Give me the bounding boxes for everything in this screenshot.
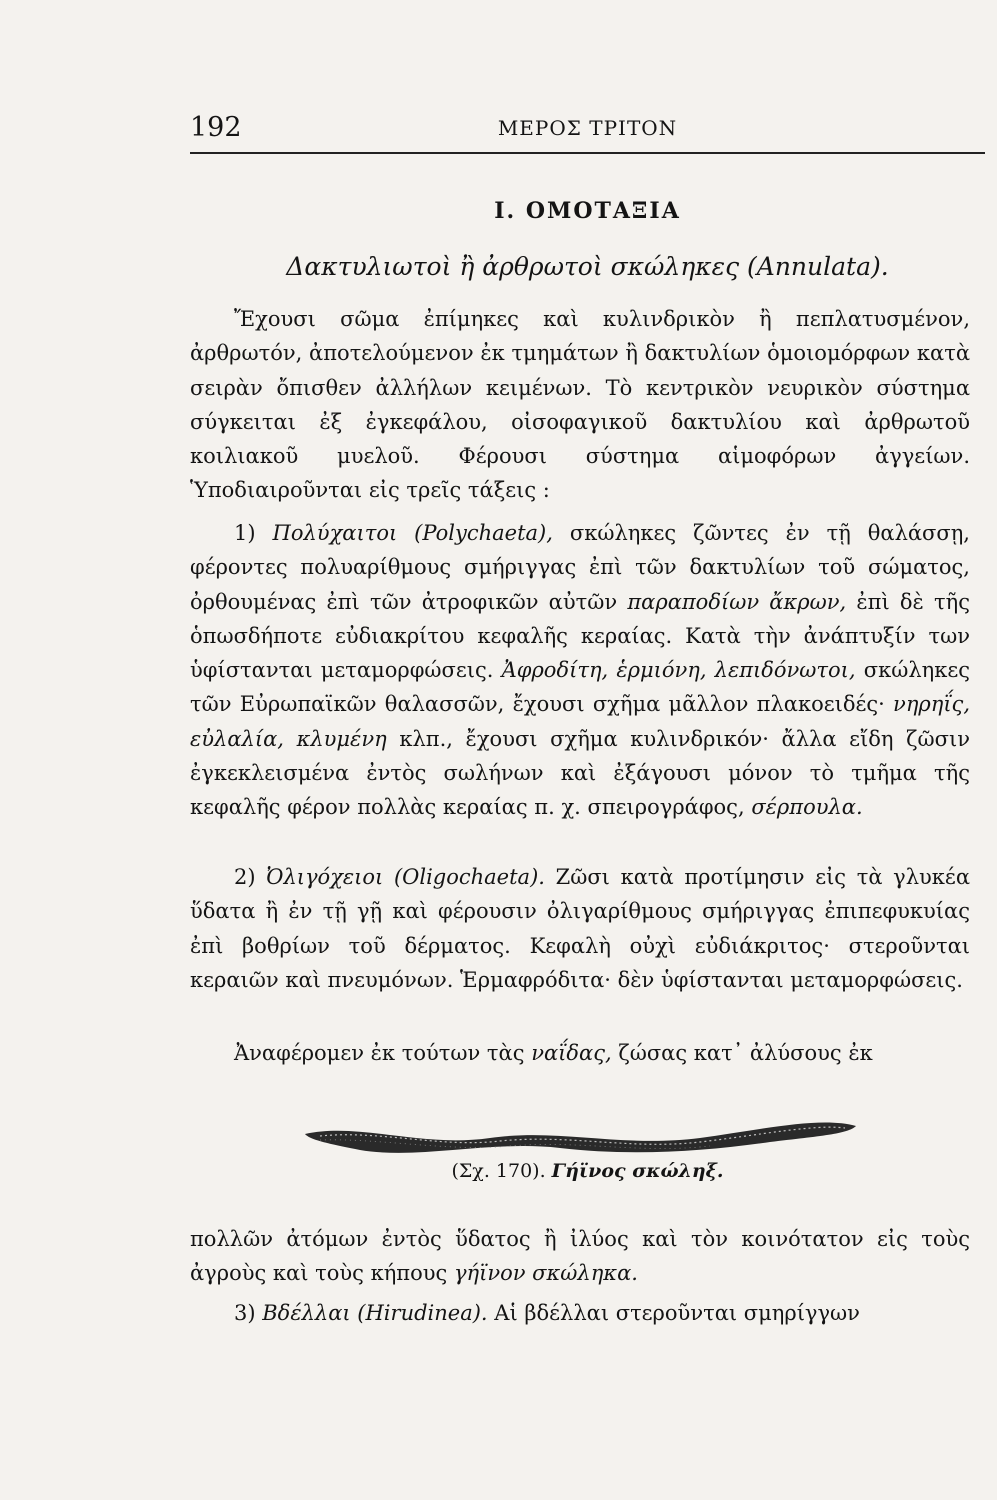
naids-text-a: Ἀναφέρομεν ἐκ τούτων τὰς	[234, 1041, 525, 1065]
earthworm-paragraph	[190, 1222, 970, 1291]
divisions-text: Ὑποδιαιροῦνται εἰς τρεῖς τάξεις :	[190, 478, 550, 503]
polychaeta-text-d: κλπ., ἔχουσι σχῆμα κυλινδρικόν· ἄλλα εἴδη ζῶσιν ἐγκεκλεισμένα ἐντὸς σωλήνων καὶ ἐξάγουσι μόνον τὸ τμῆμα τῆς κεφαλῆς φέρον πολλὰς κεραίας π. χ. σπειρογράφος,	[190, 726, 970, 820]
running-title: ΜΕΡΟΣ ΤΡΙΤΟΝ	[497, 116, 678, 140]
earthworm-text: πολλῶν ἀτόμων ἐντὸς ὕδατος ἢ ἰλύος καὶ τὸν κοινότατον εἰς τοὺς ἀγροὺς καὶ τοὺς κήπους	[190, 1227, 970, 1286]
item-number: 3)	[234, 1301, 256, 1325]
intro-paragraph	[190, 302, 970, 508]
hirudinea-term: Βδέλλαι (Hirudinea).	[262, 1301, 488, 1325]
page-number: 192	[190, 112, 242, 143]
polychaeta-text-c: σκώληκες τῶν Εὐρωπαϊκῶν θαλασσῶν, ἔχουσι σχῆμα μᾶλλον πλακοειδές·	[190, 658, 970, 717]
oligochaeta-term: Ὀλιγόχειοι (Oligochaeta).	[266, 865, 545, 889]
polychaeta-text-b: ἐπὶ δὲ τῆς ὁπωσδήποτε εὐδιακρίτου κεφαλῆς κεραίας. Κατὰ τὴν ἀνάπτυξίν των ὑφίστανται μεταμορφώσεις.	[190, 589, 970, 683]
hirudinea-paragraph	[190, 1296, 970, 1330]
polychaeta-examples-1: Ἀφροδίτη, ἑρμιόνη, λεπιδόνωτοι,	[501, 658, 856, 683]
polychaeta-examples-2: νηρηΐς, εὐλαλία, κλυμένη	[190, 692, 970, 751]
polychaeta-text-a: σκώληκες ζῶντες ἐν τῇ θαλάσσῃ, φέροντες πολυαρίθμους σμήριγγας ἐπὶ τῶν δακτυλίων τοῦ σώματος, ὀρθουμένας ἐπὶ τῶν ἀτροφικῶν αὐτῶν	[190, 521, 970, 614]
polychaeta-paragraph	[190, 516, 970, 825]
earthworm-term: γήϊνον σκώληκα.	[453, 1261, 638, 1286]
figure-caption	[190, 1160, 985, 1182]
intro-text: Ἔχουσι σῶμα ἐπίμηκες καὶ κυλινδρικὸν ἢ πεπλατυσμένον, ἀρθρωτόν, ἀποτελούμενον ἐκ τμημάτων ἢ δακτυλίων ὁμοιομόρφων κατὰ σειρὰν ὄπισθεν ἀλλήλων κειμένων. Τὸ κεντρικὸν νευρικὸν σύστημα σύγκειται ἐξ ἐγκεφάλου, οἰσοφαγικοῦ δακτυλίου καὶ ἀρθρωτοῦ κοιλιακοῦ μυελοῦ. Φέρουσι σύστημα αἱμοφόρων ἀγγείων.	[190, 307, 970, 469]
item-number: 2)	[234, 865, 256, 889]
polychaeta-term: Πολύχαιτοι (Polychaeta),	[272, 521, 553, 545]
page-header	[190, 112, 985, 154]
polychaeta-examples-3: σέρπουλα.	[751, 795, 863, 820]
section-subtitle: Δακτυλιωτοὶ ἢ ἀρθρωτοὶ σκώληκες (Annulata).	[286, 252, 889, 281]
oligochaeta-paragraph	[190, 860, 970, 997]
naids-text-b: ζώσας κατ᾽ ἀλύσους ἐκ	[618, 1041, 873, 1065]
section-title: Ι. ΟΜΟΤΑΞΙΑ	[494, 198, 681, 224]
naids-term: ναΐδας,	[531, 1041, 612, 1065]
hirudinea-text: Αἱ βδέλλαι στεροῦνται σμηρίγγων	[494, 1301, 860, 1325]
oligochaeta-text: Ζῶσι κατὰ προτίμησιν εἰς τὰ γλυκέα ὕδατα ἢ ἐν τῇ γῇ καὶ φέρουσιν ὀλιγαρίθμους σμήριγγας ἐπιπεφυκυίας ἐπὶ βοθρίων τοῦ δέρματος. Κεφαλὴ οὐχὶ εὐδιάκριτος· στεροῦνται κεραιῶν καὶ πνευμόνων. Ἑρμαφρόδιτα· δὲν ὑφίστανται μεταμορφώσεις.	[190, 865, 970, 992]
naids-paragraph	[190, 1036, 970, 1070]
earthworm-illustration	[300, 1108, 860, 1162]
item-number: 1)	[234, 521, 256, 545]
figure-number: (Σχ. 170).	[451, 1160, 546, 1182]
parapodia-term: παραποδίων ἄκρων,	[627, 589, 847, 614]
figure-label: Γήϊνος σκώληξ.	[551, 1160, 724, 1182]
